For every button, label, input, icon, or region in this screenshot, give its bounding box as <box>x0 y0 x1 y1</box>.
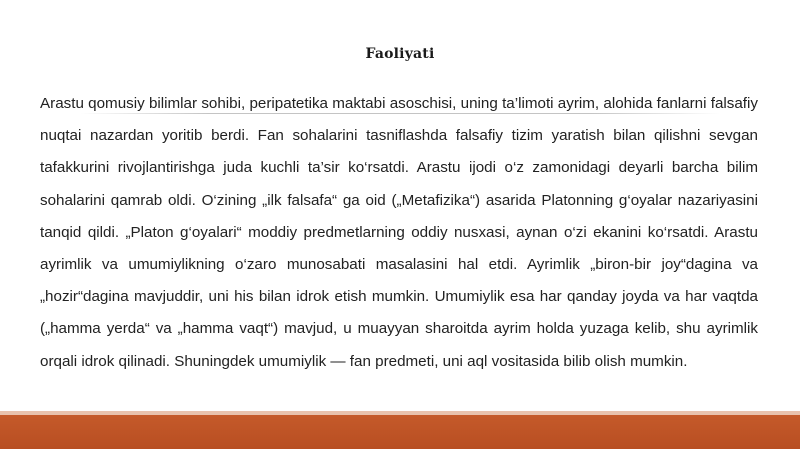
slide-body-text: Arastu qomusiy bilimlar sohibi, peripatetika maktabi asoschisi, uning ta’limoti ayrim, alohida fanlarni falsafiy nuqtai nazardan yoritib berdi. Fan sohalarini tasniflashda falsafiy tizim yaratish bilan qilishni sevgan tafakkurini rivojlantirishga juda kuchli ta’sir ko‘rsatdi. Arastu ijodi o‘z zamonidagi deyarli barcha bilim sohalarini qamrab oldi. O‘zining „ilk falsafa“ ga oid („Metafizika“) asarida Platonning g‘oyalar nazariyasini tanqid qildi. „Platon g‘oyalari“ moddiy predmetlarning oddiy nusxasi, aynan o‘zi ekanini ko‘rsatdi. Arastu ayrimlik va umumiylikning o‘zaro munosabati masalasini hal etdi. Ayrimlik „biron-bir joy“dagina va „hozir“dagina mavjuddir, uni his bilan idrok etish mumkin. Umumiylik esa har qanday joyda va har vaqtda („hamma yerda“ va „hamma vaqt“) mavjud, u muayyan sharoitda ayrim holda yuzaga kelib, shu ayrimlik orqali idrok qilinadi. Shuningdek umumiylik — fan predmeti, uni aql vositasida bilib olish mumkin. <box>40 95 758 370</box>
slide-title: Faoliyati <box>365 46 435 62</box>
title-divider <box>80 113 720 114</box>
footer-bar <box>0 415 800 449</box>
